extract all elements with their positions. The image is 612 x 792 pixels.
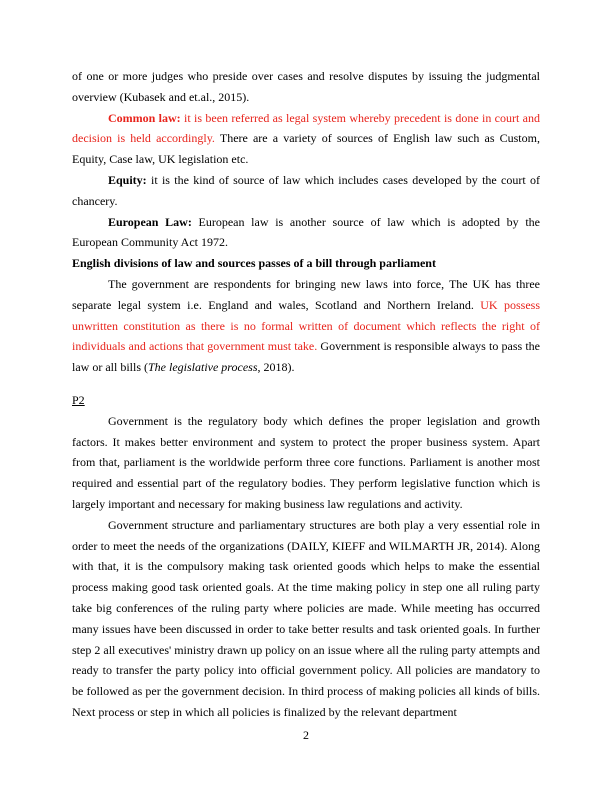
section-heading: English divisions of law and sources passes of a bill through parliament bbox=[72, 256, 436, 271]
unwritten-constitution-text: UK possess unwritten constitution as there is no formal written of document which reflects the right of individuals and actions that government must take. bbox=[72, 297, 541, 354]
paragraph-equity bbox=[72, 170, 540, 212]
paragraph-common-law bbox=[72, 108, 540, 170]
paragraph-european-law bbox=[72, 212, 540, 254]
common-law-term: Common law: bbox=[108, 110, 181, 125]
legislative-process-citation: The legislative process bbox=[147, 360, 258, 375]
european-law-term: European Law: bbox=[108, 214, 192, 229]
paragraph-p2-regulatory: Government is the regulatory body which defines the proper legislation and growth factors. It makes better environment and system to protect the proper business system. Apart from that, parliament is the worldwide perform three core functions. Parliament is another most required and essential part of the regulatory bodies. They perform legislative function which is largely important and necessary for making business law regulations and activity. bbox=[72, 413, 540, 511]
paragraph-judges: of one or more judges who preside over cases and resolve disputes by issuing the judgmental overview (Kubasek and et.al., 2015). bbox=[72, 69, 540, 104]
government-text-1: The government are respondents for bringing new laws into force, The UK has three separate legal system i.e. England and wales, Scotland and Northern Ireland. bbox=[72, 276, 540, 312]
government-text-2: Government is responsible always to pass the law or all bills ( bbox=[72, 339, 540, 375]
p2-label: P2 bbox=[72, 392, 85, 407]
document-page bbox=[72, 66, 540, 723]
equity-definition: it is the kind of source of law which includes cases developed by the court of chancery. bbox=[72, 172, 540, 208]
equity-term: Equity: bbox=[108, 172, 147, 187]
page-number: 2 bbox=[303, 728, 309, 742]
european-law-definition: European law is another source of law which is adopted by the European Community Act 1972. bbox=[72, 214, 540, 250]
paragraph-government bbox=[72, 274, 540, 378]
paragraph-p2-structures: Government structure and parliamentary structures are both play a very essential role in order to meet the needs of the organizations (DAILY, KIEFF and WILMARTH JR, 2014). Along with that, it is the compulsory making task oriented goods which helps to make the essential process making good task oriented goals. At the time making policy in step one all ruling party take big conferences of the ruling party where policies are made. While meeting has occurred many issues have been discussed in order to take better results and task oriented goals. In further step 2 all executives' ministry drawn up policy on an issue where all the ruling party attempts and ready to transfer the party policy into official government policy. All policies are mandatory to be followed as per the government decision. In third process of making policies all kinds of bills. Next process or step in which all policies is finalized by the relevant department bbox=[72, 517, 540, 719]
common-law-sources: There are a variety of sources of English law such as Custom, Equity, Case law, UK legislation etc. bbox=[72, 131, 540, 167]
government-text-3: , 2018). bbox=[257, 360, 295, 375]
common-law-definition: it is been referred as legal system whereby precedent is done in court and decision is held accordingly. bbox=[72, 110, 540, 146]
